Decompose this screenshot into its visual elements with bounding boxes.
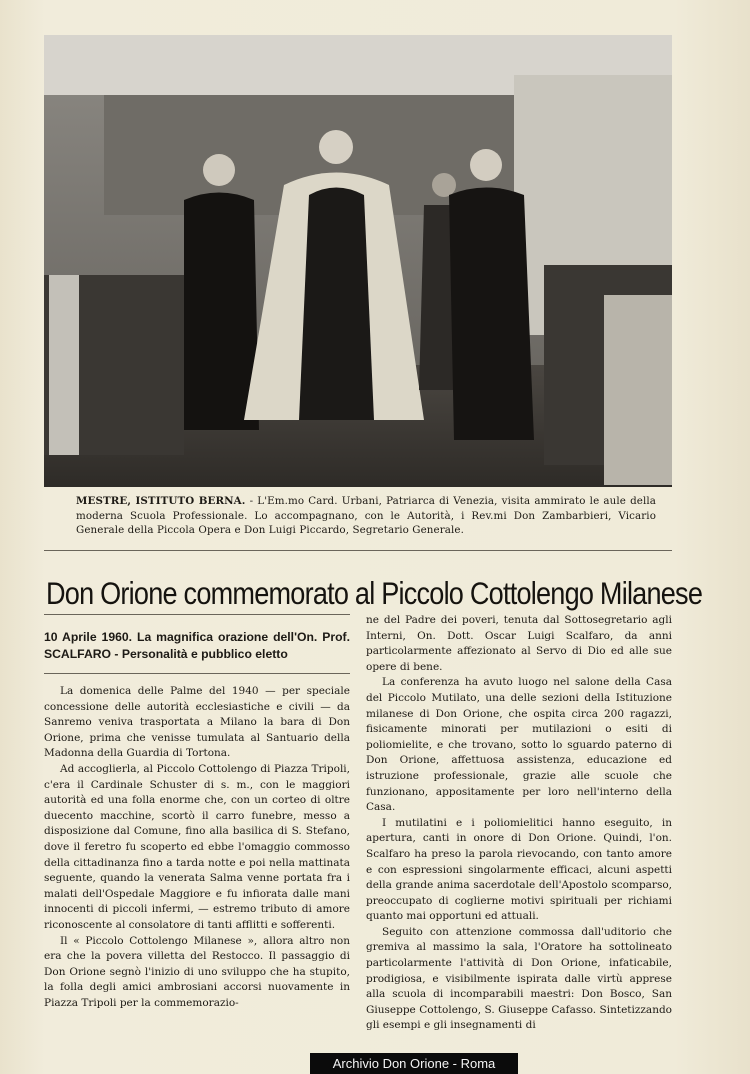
article-headline: Don Orione commemorato al Piccolo Cottolengo Milanese [46,575,703,612]
caption-lead: MESTRE, ISTITUTO BERNA. [76,495,246,507]
paragraph: ne del Padre dei poveri, tenuta dal Sottosegretario agli Interni, On. Dott. Oscar Luigi Scalfaro, da anni particolarmente affezionato al Servo di Dio ed alle sue opere di bene. [366,614,672,673]
subheadline-bottom-rule [44,673,350,674]
paragraph: La conferenza ha avuto luogo nel salone della Casa del Piccolo Mutilato, una delle sezioni della Istituzione milanese di Don Orione, che ospita circa 200 ragazzi, fisicamente minorati per mutilazioni o esiti di poliomielite, e che trovano, sotto lo sguardo paterno di Don Orione, affettuosa assistenza, educazione ed istruzione professionale, grazie alle scuole che funzionano, appositamente per loro nell'interno della Casa. [366,676,672,814]
article-subheadline: 10 Aprile 1960. La magnifica orazione dell'On. Prof. SCALFARO - Personalità e pubblico eletto [44,630,350,661]
paragraph: I mutilatini e i poliomielitici hanno eseguito, in apertura, canti in onore di Don Orione. Quindi, l'on. Scalfaro ha preso la parola rievocando, con tanto amore e con espressioni singolarmente efficaci, alcuni aspetti della grande anima sacerdotale dell'Apostolo scomparso, preoccupato di coglierne motivi spirituali per richiami quanto mai opportuni ed attuali. [366,816,672,923]
paragraph: La domenica delle Palme del 1940 — per speciale concessione delle autorità ecclesiastiche e civili — da Sanremo veniva trasportata a Milano la bara di Don Orione, prima che venisse tumulata al Santuario della Madonna della Guardia di Tortona. [44,685,350,760]
article-column-2 [366,613,672,1034]
subheadline-rule [44,614,350,615]
article-column-1 [44,612,350,1011]
paragraph: Ad accoglierla, al Piccolo Cottolengo di Piazza Tripoli, c'era il Cardinale Schuster di s. m., con le maggiori autorità ed una folla enorme che, con un corteo di oltre duecento macchine, scortò il carro funebre, messo a disposizione dal Comune, fino alla basilica di S. Stefano, dove il feretro fu scoperto ed ebbe l'omaggio commosso della cittadinanza fino a tarda notte e poi nella mattinata seguente, quando la venerata Salma venne portata fra i malati dell'Ospedale Maggiore e fu infiorata dalle mani innocenti di piccoli infermi, — estremo tributo di amore riconoscente al consolatore di tanti afflitti e sofferenti. [44,762,350,931]
headline-top-rule [44,550,672,551]
paragraph: Il « Piccolo Cottolengo Milanese », allora altro non era che la povera villetta del Restocco. Il passaggio di Don Orione segnò l'inizio di uno sviluppo che ha stupito, la folla degli amici ambrosiani accorsi nuovamente in Piazza Tripoli per la commemorazio- [44,934,350,1009]
archive-watermark-label: Archivio Don Orione - Roma [310,1053,518,1074]
caption-text: - L'Em.mo Card. Urbani, Patriarca di Venezia, visita ammirato le aule della moderna Scuola Professionale. Lo accompagnano, con le Autorità, i Rev.mi Don Zambarbieri, Vicario Generale della Piccola Opera e Don Luigi Piccardo, Segretario Generale. [76,495,656,536]
photo-caption [76,494,656,538]
photo-illustration [44,35,672,487]
archival-photo [44,35,672,487]
paragraph: Seguito con attenzione commossa dall'uditorio che gremiva al massimo la sala, l'Oratore ha sottolineato particolarmente l'attività di Don Orione, infaticabile, prodigiosa, e visibilmente ispirata dalle virtù apprese alla scuola di incomparabili maestri: Don Bosco, San Giuseppe Cottolengo, S. Giuseppe Cafasso. Sintetizzando gli esempi e gli insegnamenti di [366,925,672,1032]
